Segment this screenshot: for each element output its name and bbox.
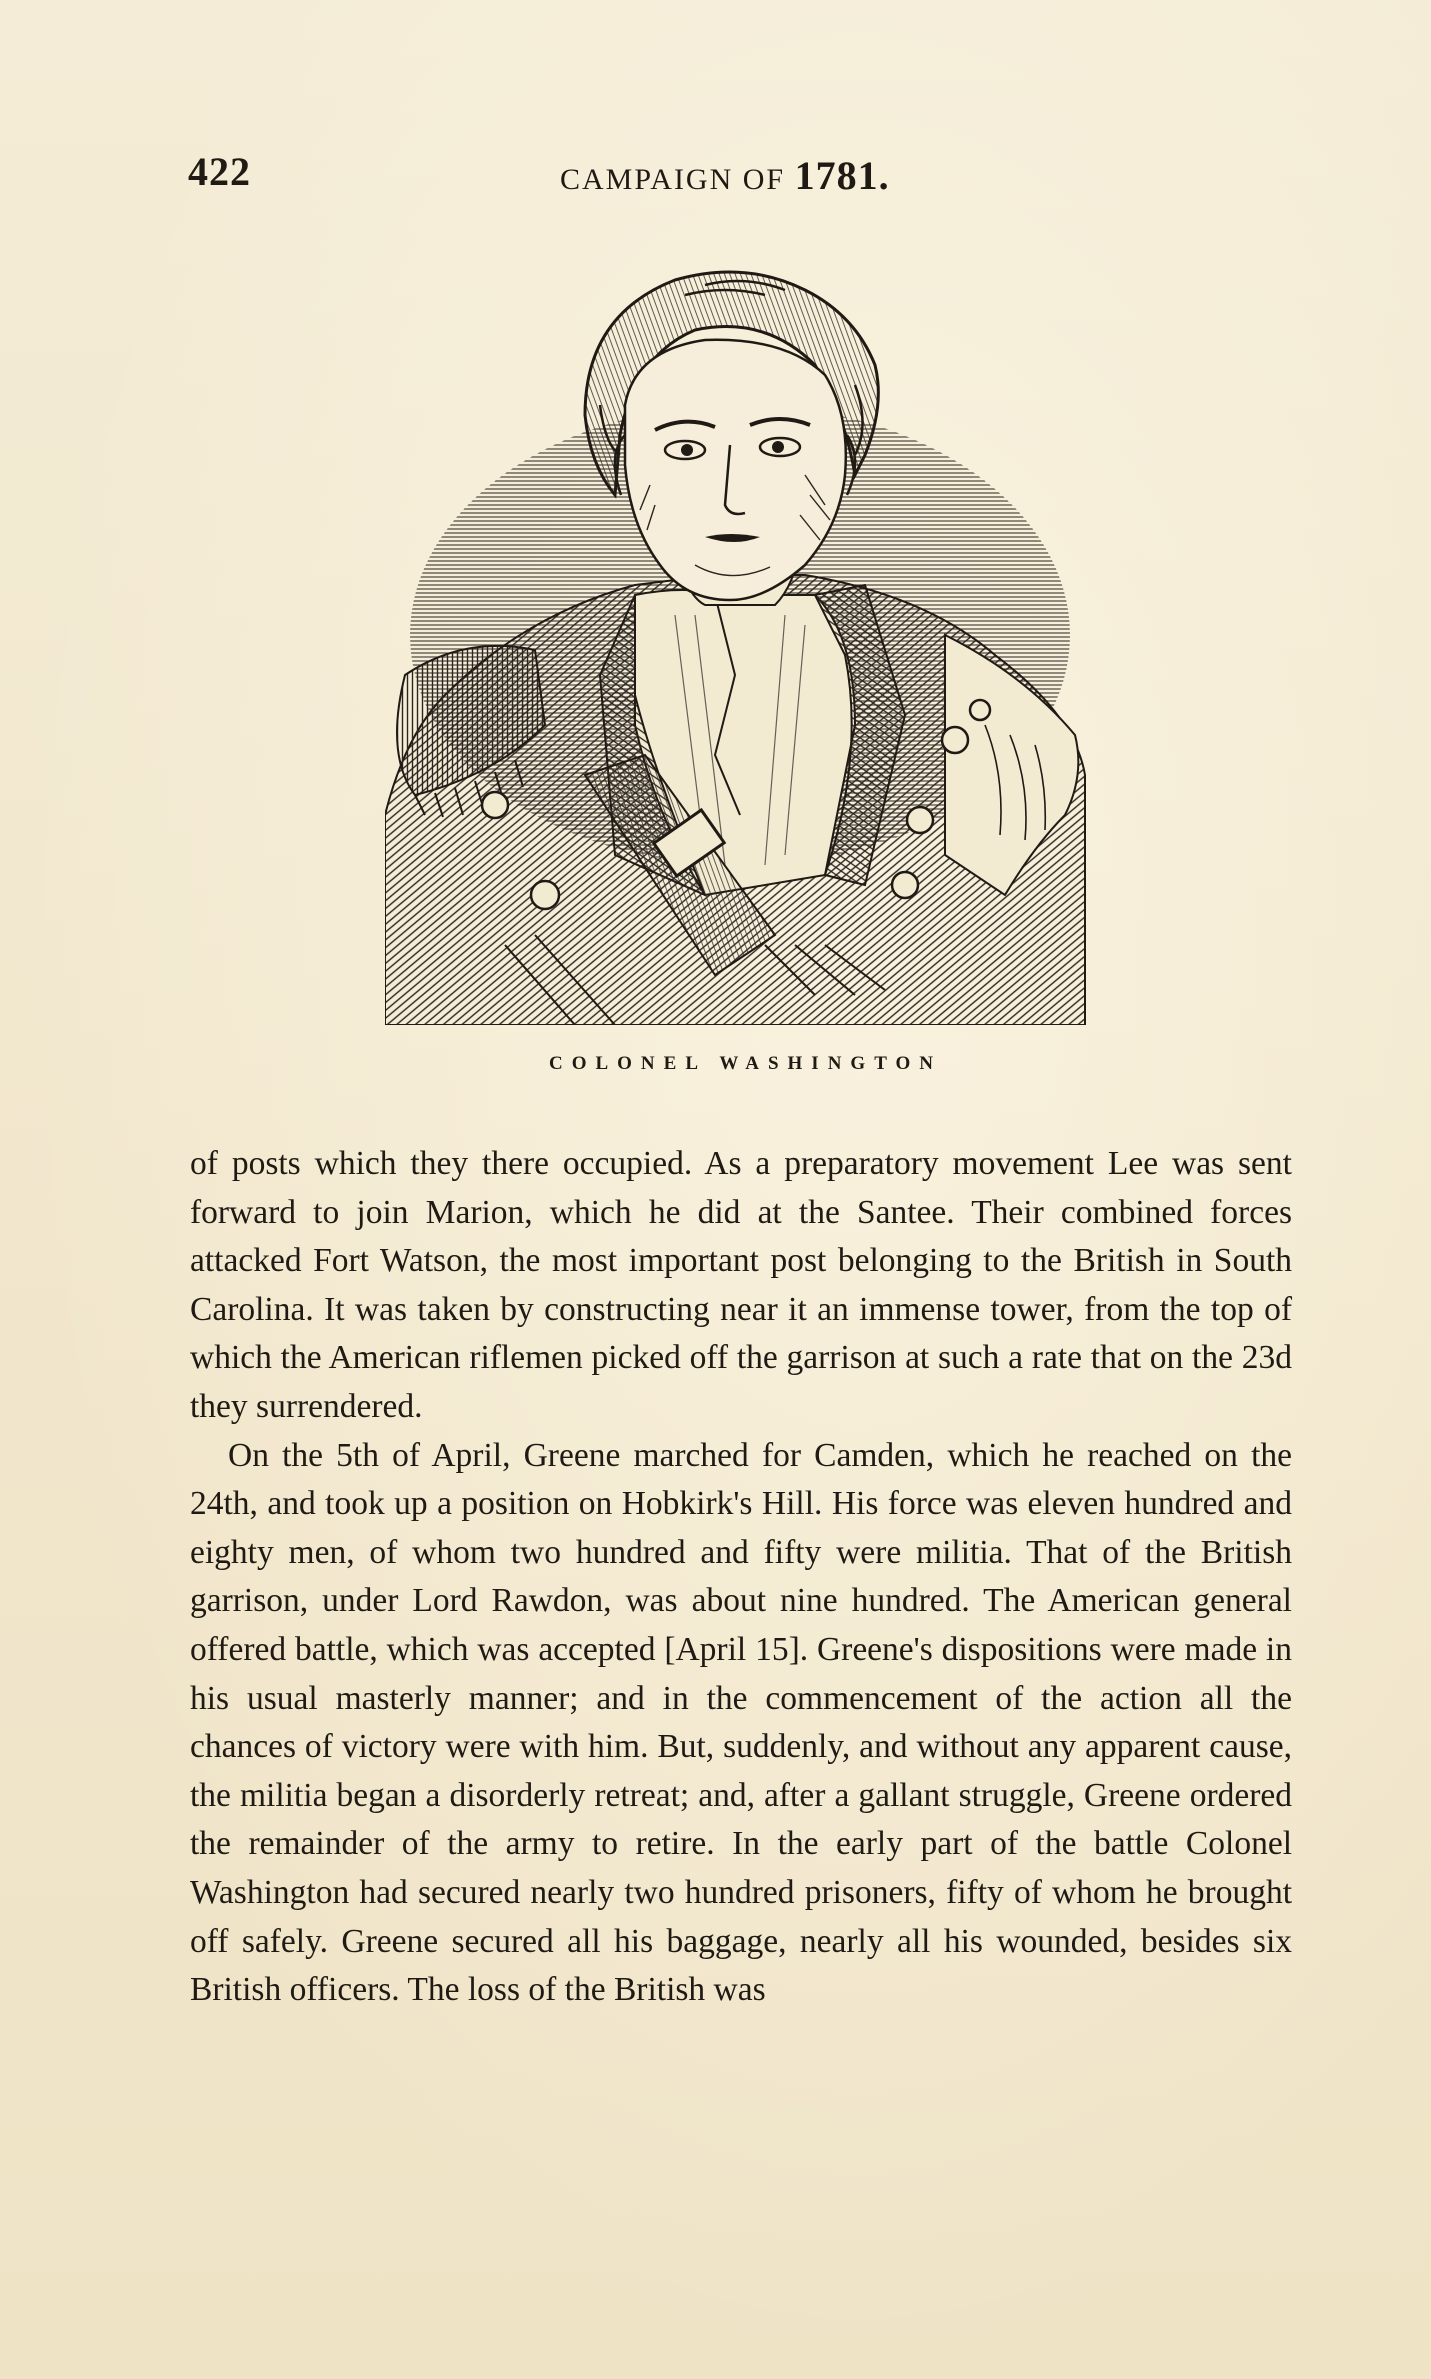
illustration-caption: COLONEL WASHINGTON [548, 1053, 943, 1074]
body-text [190, 1140, 1292, 2015]
paragraph-1: of posts which they there occupied. As a preparatory movement Lee was sent forward to join Marion, which he did at the Santee. Their combined forces attacked Fort Watson, the most important post belonging to the British in South Carolina. It was taken by constructing near it an immense tower, from the top of which the American riflemen picked off the garrison at such a rate that on the 23d they surrendered. [190, 1145, 1292, 1425]
running-head-year: 1781. [794, 153, 890, 198]
page-header [188, 148, 1288, 198]
portrait-engraving [385, 255, 1095, 1025]
paragraph-2: On the 5th of April, Greene marched for Camden, which he reached on the 24th, and took up a position on Hobkirk's Hill. His force was eleven hundred and eighty men, of whom two hundred and fifty were militia. That of the British garrison, under Lord Rawdon, was about nine hundred. The American general offered battle, which was accepted [April 15]. Greene's dispositions were made in his usual masterly manner; and in the commencement of the action all the chances of victory were with him. But, suddenly, and without any apparent cause, the militia began a disorderly retreat; and, after a gallant struggle, Greene ordered the remainder of the army to retire. In the early part of the battle Colonel Washington had secured nearly two hundred prisoners, fifty of whom he brought off safely. Greene secured all his baggage, nearly all his wounded, besides six British officers. The loss of the British was [190, 1436, 1292, 2009]
running-head-title: CAMPAIGN OF [560, 163, 786, 196]
page-number: 422 [188, 149, 251, 194]
running-head [560, 152, 890, 199]
